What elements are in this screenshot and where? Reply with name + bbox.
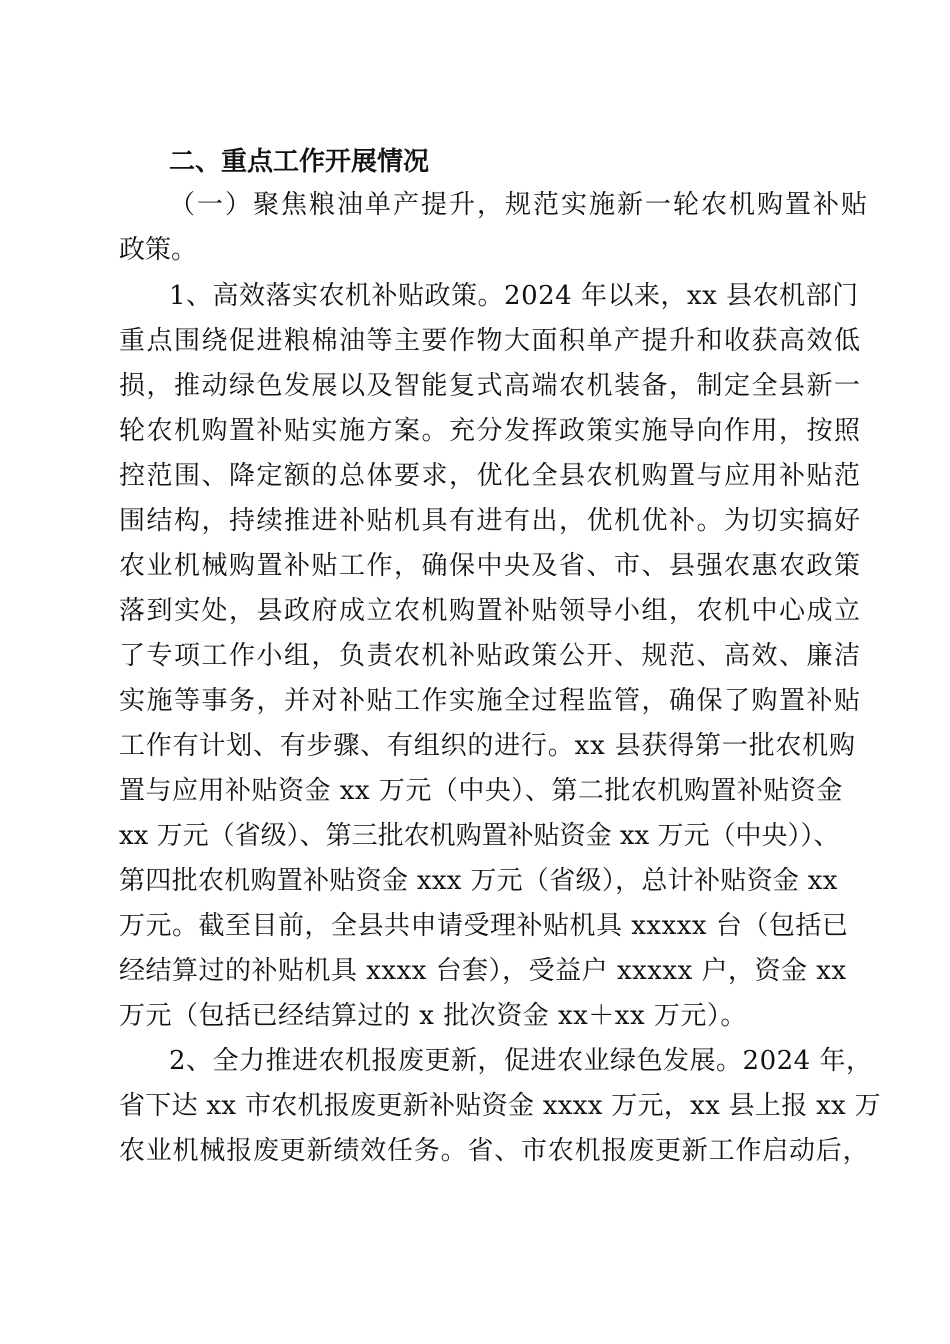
paragraph-line: 控范围、降定额的总体要求，优化全县农机购置与应用补贴范	[119, 461, 862, 491]
subsection-line: 政策。	[119, 235, 198, 265]
paragraph-line: 经结算过的补贴机具 xxxx 台套），受益户 xxxxx 户，资金 xx	[119, 956, 847, 986]
paragraph-line: 实施等事务，并对补贴工作实施全过程监管，确保了购置补贴	[119, 686, 862, 716]
paragraph-line: xx 万元（省级）、第三批农机购置补贴资金 xx 万元（中央））、	[119, 821, 840, 851]
paragraph-line: 围结构，持续推进补贴机具有进有出，优机优补。为切实搞好	[119, 506, 862, 536]
paragraph-line: 工作有计划、有步骤、有组织的进行。xx 县获得第一批农机购	[119, 731, 856, 761]
subsection-line: （一）聚焦粮油单产提升，规范实施新一轮农机购置补贴	[169, 190, 870, 220]
paragraph-line: 万元。截至目前，全县共申请受理补贴机具 xxxxx 台（包括已	[119, 911, 849, 941]
paragraph-line: 农业机械购置补贴工作，确保中央及省、市、县强农惠农政策	[119, 551, 862, 581]
paragraph-line: 1、高效落实农机补贴政策。2024 年以来，xx 县农机部门	[169, 281, 859, 311]
paragraph-line: 落到实处，县政府成立农机购置补贴领导小组，农机中心成立	[119, 596, 862, 626]
paragraph-line: 损，推动绿色发展以及智能复式高端农机装备，制定全县新一	[119, 371, 862, 401]
paragraph-line: 了专项工作小组，负责农机补贴政策公开、规范、高效、廉洁	[119, 641, 862, 671]
paragraph-line: 2、全力推进农机报废更新，促进农业绿色发展。2024 年，	[169, 1046, 873, 1076]
paragraph-line: 第四批农机购置补贴资金 xxx 万元（省级），总计补贴资金 xx	[119, 866, 838, 896]
paragraph-line: 省下达 xx 市农机报废更新补贴资金 xxxx 万元，xx 县上报 xx 万	[119, 1091, 881, 1121]
paragraph-line: 农业机械报废更新绩效任务。省、市农机报废更新工作启动后，	[119, 1136, 870, 1166]
paragraph-line: 轮农机购置补贴实施方案。充分发挥政策实施导向作用，按照	[119, 416, 862, 446]
paragraph-line: 万元（包括已经结算过的 x 批次资金 xx＋xx 万元）。	[119, 1001, 747, 1031]
paragraph-line: 置与应用补贴资金 xx 万元（中央）、第二批农机购置补贴资金	[119, 776, 843, 806]
paragraph-line: 重点围绕促进粮棉油等主要作物大面积单产提升和收获高效低	[119, 326, 862, 356]
section-heading: 二、重点工作开展情况	[169, 147, 430, 177]
